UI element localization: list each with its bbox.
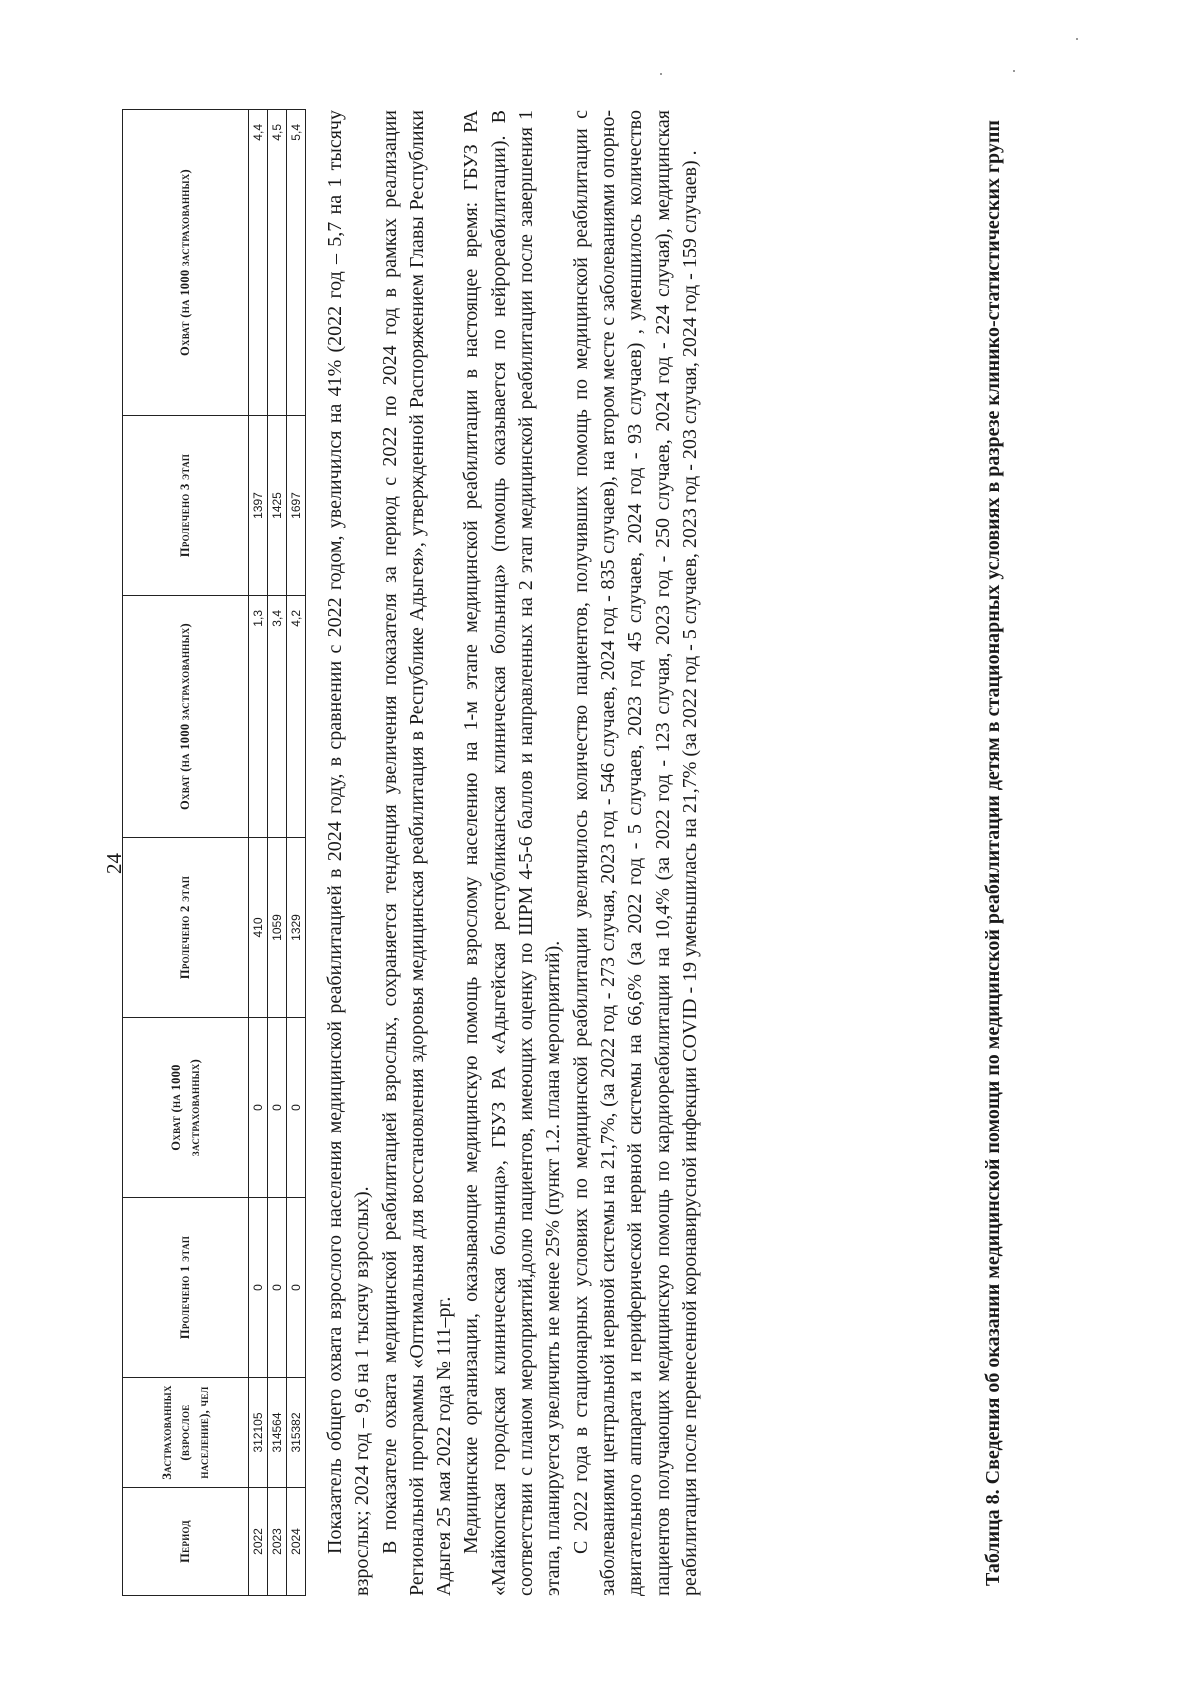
header-coverage-stage-1: Охват (на 1000 застрахованных)	[123, 1018, 249, 1198]
cell-treated-stage-2: 410	[249, 838, 268, 1018]
caption-text: Сведения об оказании медицинской помощи по медицинской реабилитации детям в стационарных условиях в разрезе клинико-статистических групп	[982, 120, 1004, 1485]
cell-coverage-stage-2: 3,4	[268, 596, 287, 838]
body-text	[322, 110, 704, 1596]
header-treated-stage-2: Пролечено 2 этап	[123, 838, 249, 1018]
header-treated-stage-3: Пролечено 3 этап	[123, 416, 249, 596]
header-coverage-stage-3: Охват (на 1000 застрахованных)	[123, 110, 249, 416]
cell-coverage-stage-2: 4,2	[287, 596, 306, 838]
table-caption	[980, 110, 1007, 1596]
cell-insured: 314564	[268, 1378, 287, 1488]
cell-coverage-stage-2: 1,3	[249, 596, 268, 838]
rotated-page	[100, 96, 1100, 1596]
header-period: Период	[123, 1488, 249, 1596]
cell-insured: 315382	[287, 1378, 306, 1488]
paragraph-coverage-growth: Показатель общего охвата взрослого населения медицинской реабилитацией в 2024 году, в сравнении с 2022 годом, увеличился на 41% (2022 год – 5,7 на 1 тысячу взрослых; 2024 год – 9,6 на 1 тысячу взрослых).	[324, 110, 374, 1596]
cell-treated-stage-3: 1397	[249, 416, 268, 596]
table-row	[249, 110, 268, 1596]
cell-treated-stage-3: 1697	[287, 416, 306, 596]
cell-treated-stage-3: 1425	[268, 416, 287, 596]
cell-period: 2024	[287, 1488, 306, 1596]
cell-coverage-stage-1: 0	[268, 1018, 287, 1198]
scan-speck	[1013, 70, 1015, 72]
header-insured: Застрахованных (взрослое население), чел	[123, 1378, 249, 1488]
caption-label: Таблица 8.	[982, 1489, 1004, 1586]
scan-speck	[1076, 38, 1078, 40]
cell-coverage-stage-1: 0	[287, 1018, 306, 1198]
scan-speck	[660, 73, 662, 75]
cell-coverage-stage-3: 4,5	[268, 110, 287, 416]
cell-treated-stage-1: 0	[287, 1198, 306, 1378]
cell-treated-stage-1: 0	[268, 1198, 287, 1378]
cell-period: 2023	[268, 1488, 287, 1596]
cell-insured: 312105	[249, 1378, 268, 1488]
cell-coverage-stage-3: 5,4	[287, 110, 306, 416]
cell-coverage-stage-1: 0	[249, 1018, 268, 1198]
page-number: 24	[102, 853, 126, 874]
cell-coverage-stage-3: 4,4	[249, 110, 268, 416]
cell-treated-stage-2: 1059	[268, 838, 287, 1018]
cell-treated-stage-2: 1329	[287, 838, 306, 1018]
header-coverage-stage-2: Охват (на 1000 застрахованных)	[123, 596, 249, 838]
table-row	[268, 110, 287, 1596]
table-header-row	[123, 110, 249, 1596]
header-treated-stage-1: Пролечено 1 этап	[123, 1198, 249, 1378]
table-row	[287, 110, 306, 1596]
rehabilitation-coverage-table	[122, 109, 306, 1596]
paragraph-regional-program: В показателе охвата медицинской реабилитацией взрослых, сохраняется тенденция увеличения показателя за период с 2022 по 2024 год в рамках реализации Региональной программы «Оптимальная для восстановления здоровья медицинская реабилитация в Республике Адыгея», утвержденной Распоряжением Главы Республики Адыгея 25 мая 2022 года № 111–рг.	[378, 110, 456, 1596]
cell-period: 2022	[249, 1488, 268, 1596]
paragraph-inpatient-statistics: С 2022 года в стационарных условиях по медицинской реабилитации увеличилось количество пациентов, получивших помощь по медицинской реабилитации с заболеваниями центральной нервной системы на 21,7%, (за 2022 год - 273 случая, 2023 год - 546 случаев, 2024 год - 835 случаев), на втором месте с заболеваниями опорно-двигательного аппарата и периферической нервной системы на 66,6% (за 2022 год - 5 случаев, 2023 год 45 случаев, 2024 год - 93 случаев) , уменшилось количество пациентов получающих медицинскую помощь по кардиореабилитации на 10,4% (за 2022 год - 123 случая, 2023 год - 250 случаев, 2024 год - 224 случая), медицинская реабилитация после перенесенной коронавирусной инфекции COVID - 19 уменьшилась на 21,7% (за 2022 год - 5 случаев, 2023 год - 203 случая, 2024 год - 159 случаев) .	[569, 110, 701, 1596]
cell-treated-stage-1: 0	[249, 1198, 268, 1378]
paragraph-medical-organizations: Медицинские организации, оказывающие медицинскую помощь взрослому населению на 1-м этапе медицинской реабилитации в настоящее время: ГБУЗ РА «Майкопская городская клиническая больница», ГБУЗ РА «Адыгейская республиканская клиническая больница» (помощь оказывается по нейрореабилитации). В соответствии с планом мероприятий,долю пациентов, имеющих оценку по ШРМ 4-5-6 баллов и направленных на 2 этап медицинской реабилитации после завершения 1 этапа, планируется увеличить не менее 25% (пункт 1.2. плана мероприятий).	[460, 110, 565, 1596]
